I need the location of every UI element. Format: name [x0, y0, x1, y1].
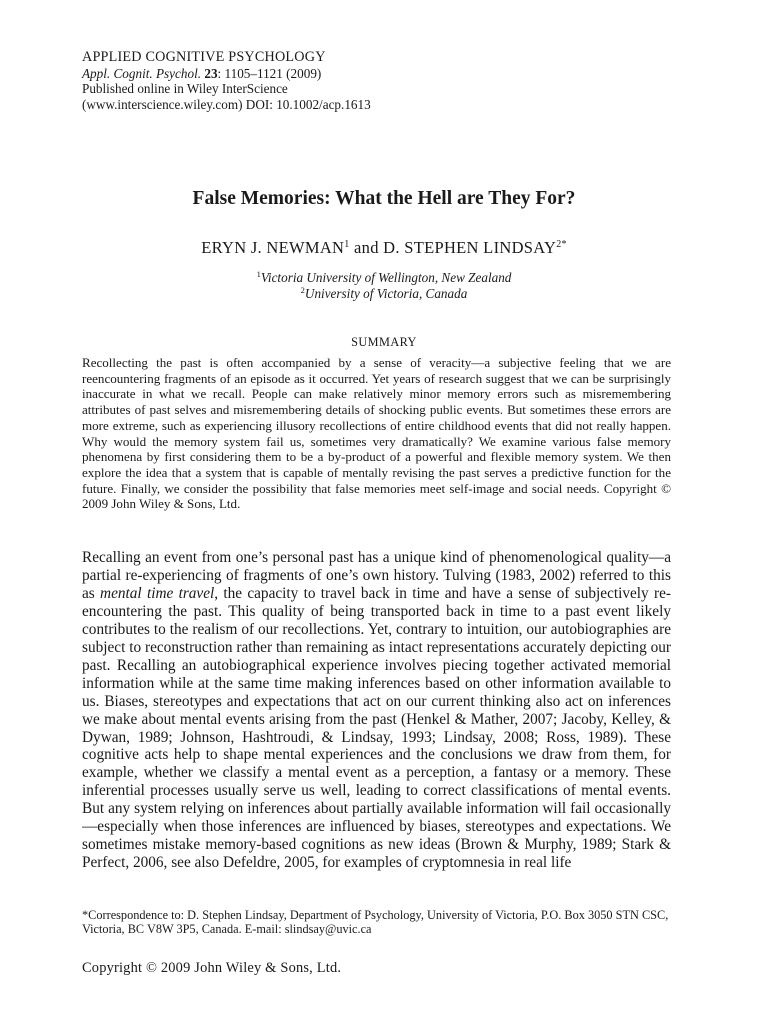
- copyright-notice: Copyright © 2009 John Wiley & Sons, Ltd.: [82, 960, 342, 976]
- body-text-part-1: Recalling an event from one’s personal past has a unique kind of phenomenological quality—a partial re-experiencing of fragments of one’s own history. Tulving (1983, 2002) referred to this as: [82, 549, 671, 602]
- summary-heading: SUMMARY: [351, 335, 417, 349]
- publication-note: Published online in Wiley InterScience: [82, 81, 288, 97]
- author-2-affiliation-mark: 2*: [556, 239, 567, 250]
- affiliation-1-name: Victoria University of Wellington, New Zealand: [260, 270, 512, 285]
- body-paragraph: [82, 549, 671, 872]
- citation-journal: Appl. Cognit. Psychol.: [82, 65, 202, 81]
- author-line: [0, 238, 768, 258]
- author-1: ERYN J. NEWMAN: [201, 238, 345, 257]
- affiliation-1: [0, 269, 768, 286]
- author-connector: and: [349, 238, 384, 257]
- citation-volume: 23: [204, 65, 218, 81]
- affiliation-2-mark: 2: [300, 285, 305, 295]
- journal-citation: [82, 66, 371, 82]
- journal-name: APPLIED COGNITIVE PSYCHOLOGY: [82, 49, 326, 65]
- affiliation-2-name: University of Victoria, Canada: [304, 286, 468, 301]
- article-title: False Memories: What the Hell are They For?: [192, 188, 576, 209]
- body-italic-term: mental time travel: [100, 584, 215, 602]
- correspondence-footnote: *Correspondence to: D. Stephen Lindsay, Department of Psychology, University of Victoria, P.O. Box 3050 STN CSC, Victoria, BC V8W 3P5, Canada. E-mail: slindsay@uvic.ca: [82, 908, 669, 937]
- doi-line: (www.interscience.wiley.com) DOI: 10.1002/acp.1613: [82, 96, 371, 112]
- abstract-text: Recollecting the past is often accompanied by a sense of veracity—a subjective feeling that we are reencountering fragments of an episode as it occurred. Yet years of research suggest that we can be surprisingly inaccurate in what we recall. People can make relatively minor memory errors such as misremembering attributes of past selves and misremembering details of shocking public events. But sometimes these errors are more extreme, such as experiencing illusory recollections of entire childhood events that did not really happen. Why would the memory system fail us, sometimes very dramatically? We examine various false memory phenomena by first considering them to be a by-product of a powerful and flexible memory system. We then explore the idea that a system that is capable of mentally revising the past serves a predictive function for the future. Finally, we consider the possibility that false memories meet self-image and social needs. Copyright © 2009 John Wiley & Sons, Ltd.: [82, 355, 671, 512]
- journal-header: [82, 50, 371, 112]
- body-text-part-2: , the capacity to travel back in time and have a sense of subjectively re-encountering the past. This quality of being transported back in time to a past event likely contributes to the realism of our recollections. Yet, contrary to intuition, our autobiographies are subject to reconstruction rather than remaining as intact representations accurately depicting our past. Recalling an autobiographical experience involves piecing together activated memorial information while at the same time making inferences based on other information available to us. Biases, stereotypes and expectations that act on our current thinking also act on inferences we make about mental events arising from the past (Henkel & Mather, 2007; Jacoby, Kelley, & Dywan, 1989; Johnson, Hashtroudi, & Lindsay, 1993; Lindsay, 2008; Ross, 1989). These cognitive acts help to shape mental experiences and the conclusions we draw from them, for example, whether we classify a mental event as a perception, a fantasy or a memory. These inferential processes usually serve us well, leading to correct classifications of mental events. But any system relying on inferences about partially available information will fail occasionally—especially when those inferences are influenced by biases, stereotypes and expectations. We sometimes mistake memory-based cognitions as new ideas (Brown & Murphy, 1989; Stark & Perfect, 2006, see also Defeldre, 2005, for examples of cryptomnesia in real life: [82, 584, 671, 872]
- citation-pages: : 1105–1121 (2009): [217, 65, 322, 81]
- affiliation-2: [0, 285, 768, 302]
- author-1-affiliation-mark: 1: [344, 239, 350, 250]
- author-2: D. STEPHEN LINDSAY: [383, 238, 557, 257]
- affiliation-1-mark: 1: [256, 269, 261, 279]
